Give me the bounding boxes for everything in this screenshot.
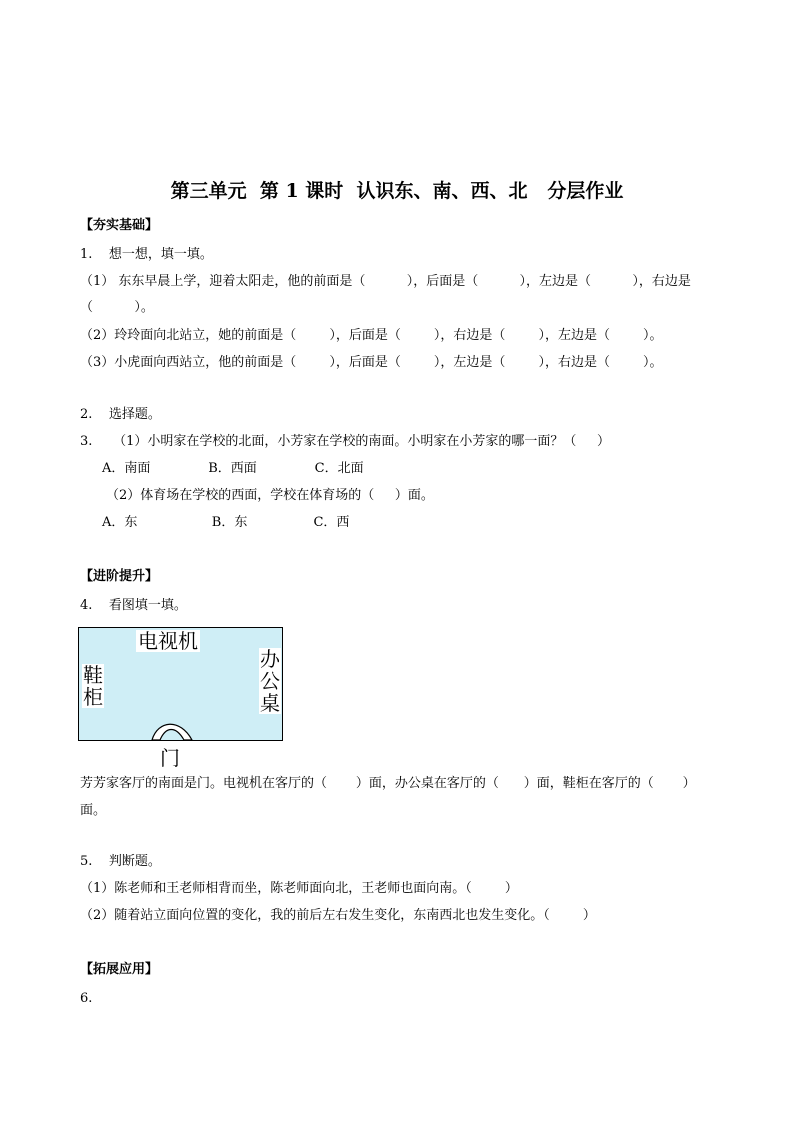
q4-text-line2: 面。: [80, 803, 107, 818]
q3-stem: 3. （1）小明家在学校的北面，小芳家在学校的南面。小明家在小芳家的哪一面？（ ）: [80, 434, 610, 449]
door-label: 门: [160, 746, 180, 770]
section-basic: 【夯实基础】: [80, 218, 159, 233]
q1-part1-line2: （ ）。: [80, 300, 154, 315]
shoe-cabinet-label: 鞋 柜: [83, 663, 103, 709]
q3-sub2: （2）体育场在学校的西面，学校在体育场的（ ）面。: [106, 488, 434, 503]
q3-options-2: A．东 B．东 C．西: [102, 515, 350, 530]
q2-stem: 2. 选择题。: [80, 407, 161, 422]
q5-stem: 5. 判断题。: [80, 854, 161, 869]
q6-stem: 6.: [80, 991, 93, 1006]
page-title: 第三单元 第 1 课时 认识东、南、西、北 分层作业: [170, 180, 624, 202]
q1-part2: （2）玲玲面向北站立，她的前面是（ ），后面是（ ），右边是（ ），左边是（ ）。: [80, 328, 663, 343]
q1-part3: （3）小虎面向西站立，他的前面是（ ），后面是（ ），左边是（ ），右边是（ ）。: [80, 355, 663, 370]
q1-stem: 1. 想一想，填一填。: [80, 247, 213, 262]
q5-part1: （1）陈老师和王老师相背而坐，陈老师面向北，王老师也面向南。（ ）: [80, 881, 518, 896]
section-extend: 【拓展应用】: [80, 962, 159, 977]
q3-options-1: A．南面 B．西面 C．北面: [102, 461, 364, 476]
desk-label: 办 公 桌: [260, 647, 280, 715]
q5-part2: （2）随着站立面向位置的变化，我的前后左右发生变化，东南西北也发生变化。（ ）: [80, 908, 596, 923]
q4-text-line1: 芳芳家客厅的南面是门。电视机在客厅的（ ）面，办公桌在客厅的（ ）面，鞋柜在客厅的（ ）: [80, 776, 696, 791]
door-arc-icon: [148, 718, 198, 742]
section-advanced: 【进阶提升】: [80, 569, 159, 584]
q4-stem: 4. 看图填一填。: [80, 598, 187, 613]
tv-label: 电视机: [138, 629, 198, 653]
q1-part1-line1: （1） 东东早晨上学，迎着太阳走，他的前面是（ ），后面是（ ），左边是（ ），右边是: [80, 274, 691, 289]
